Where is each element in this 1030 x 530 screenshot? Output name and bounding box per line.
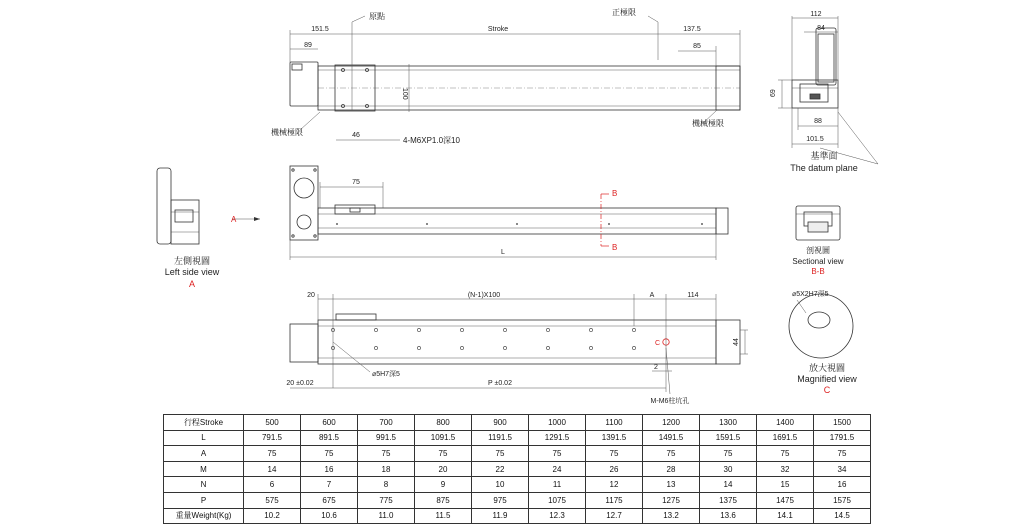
spec-cell: 10: [472, 477, 529, 493]
spec-cell: 891.5: [301, 430, 358, 446]
dim-137-5: 137.5: [683, 26, 701, 33]
spec-cell: 14.1: [757, 508, 814, 524]
dim-100: 100: [401, 88, 408, 100]
spec-cell: 1375: [700, 492, 757, 508]
c-marker: C: [655, 340, 661, 347]
magnified-view: [789, 294, 853, 358]
front-view-rail: [318, 208, 716, 234]
spec-cell: 10.6: [301, 508, 358, 524]
spec-cell: 12.3: [529, 508, 586, 524]
spec-cell: 11: [529, 477, 586, 493]
spec-cell: 600: [301, 415, 358, 431]
spec-cell: 7: [301, 477, 358, 493]
spec-cell: 13.2: [643, 508, 700, 524]
magnified-title-zh: 放大視圖: [808, 363, 846, 373]
spec-cell: 991.5: [358, 430, 415, 446]
spec-cell: 1400: [757, 415, 814, 431]
stroke-dim: Stroke: [487, 26, 509, 33]
spec-cell: 900: [472, 415, 529, 431]
spec-cell: 1391.5: [586, 430, 643, 446]
end-view-motor: [816, 28, 836, 85]
spec-cell: 16: [301, 461, 358, 477]
spec-cell: 重量Weight(Kg): [164, 508, 244, 524]
spec-cell: 28: [643, 461, 700, 477]
spec-cell: 10.2: [244, 508, 301, 524]
mech-limit-left: 機械極限: [271, 128, 303, 137]
spec-row: [164, 477, 871, 493]
dim-84: 84: [817, 25, 825, 32]
spec-cell: 1275: [643, 492, 700, 508]
spec-cell: 30: [700, 461, 757, 477]
spec-cell: 875: [415, 492, 472, 508]
spec-cell: 15: [757, 477, 814, 493]
spec-row: [164, 446, 871, 462]
spec-cell: 1291.5: [529, 430, 586, 446]
screw-spec: M-M6柱坑孔: [650, 398, 690, 405]
spec-cell: 791.5: [244, 430, 301, 446]
section-b-top: B: [612, 189, 618, 198]
spec-cell: 20: [415, 461, 472, 477]
magnified-title-en: Magnified view: [797, 374, 857, 384]
spec-row: [164, 461, 871, 477]
spec-cell: 11.0: [358, 508, 415, 524]
spec-cell: 75: [301, 446, 358, 462]
section-title-en: Sectional view: [792, 257, 844, 266]
spec-row: [164, 492, 871, 508]
spec-header-row: [164, 415, 871, 431]
section-title-zh: 剖視圖: [806, 246, 830, 255]
spec-cell: 75: [358, 446, 415, 462]
spec-cell: 1200: [643, 415, 700, 431]
spec-cell: 75: [814, 446, 871, 462]
spec-cell: 34: [814, 461, 871, 477]
spec-cell: 575: [244, 492, 301, 508]
spec-cell: 775: [358, 492, 415, 508]
magnified-title-letter: C: [823, 385, 831, 395]
spec-cell: 500: [244, 415, 301, 431]
spec-cell: 75: [700, 446, 757, 462]
dim-89: 89: [304, 42, 312, 49]
end-view: [778, 16, 878, 164]
spec-cell: 1000: [529, 415, 586, 431]
spec-cell: 11.9: [472, 508, 529, 524]
spec-cell: 12: [586, 477, 643, 493]
dim-20: 20: [307, 292, 315, 299]
top-view: [290, 16, 740, 140]
spec-cell: 1091.5: [415, 430, 472, 446]
spec-table: [163, 414, 871, 524]
spec-cell: P: [164, 492, 244, 508]
spec-cell: 975: [472, 492, 529, 508]
dim-112: 112: [810, 11, 822, 18]
spec-cell: 1591.5: [700, 430, 757, 446]
spec-cell: 1100: [586, 415, 643, 431]
dim-69: 69: [770, 89, 777, 97]
spec-cell: 1575: [814, 492, 871, 508]
spec-cell: 11.5: [415, 508, 472, 524]
spec-cell: 1691.5: [757, 430, 814, 446]
spec-cell: 14.5: [814, 508, 871, 524]
spec-cell: 800: [415, 415, 472, 431]
spec-cell: 8: [358, 477, 415, 493]
datum-zh: 基準面: [810, 151, 838, 161]
origin-label: 原點: [369, 12, 385, 21]
dim-20-tol: 20 ±0.02: [286, 380, 314, 387]
spec-cell: 32: [757, 461, 814, 477]
spec-cell: 1500: [814, 415, 871, 431]
spec-cell: A: [164, 446, 244, 462]
sectional-view: [796, 206, 840, 240]
dim-88: 88: [814, 118, 822, 125]
hole-5h7: ⌀5H7深5: [372, 371, 400, 378]
bottom-view: [290, 294, 748, 394]
dim-85: 85: [693, 43, 701, 50]
top-view-motor: [290, 62, 318, 106]
spec-cell: 22: [472, 461, 529, 477]
spec-row: [164, 508, 871, 524]
spec-cell: N: [164, 477, 244, 493]
mech-limit-right: 機械極限: [692, 119, 724, 128]
left-side-title-en: Left side view: [164, 267, 220, 277]
dim-101-5: 101.5: [806, 136, 824, 143]
spec-row: [164, 430, 871, 446]
left-side-title-letter: A: [188, 279, 196, 289]
spec-cell: 75: [472, 446, 529, 462]
bottom-view-motor: [290, 324, 318, 362]
spec-cell: 75: [643, 446, 700, 462]
spec-cell: 75: [244, 446, 301, 462]
spec-cell: 1491.5: [643, 430, 700, 446]
spec-cell: 24: [529, 461, 586, 477]
pitch-dim: (N-1)X100: [467, 292, 501, 299]
spec-cell: 14: [244, 461, 301, 477]
positive-limit-label: 正極限: [612, 8, 636, 17]
left-side-title-zh: 左側視圖: [173, 256, 211, 266]
dim-2: 2: [654, 364, 658, 371]
left-side-view: [157, 168, 260, 244]
slot-spec: ⌀5X2H7深5: [792, 291, 829, 298]
spec-cell: 18: [358, 461, 415, 477]
left-side-motor: [157, 168, 171, 244]
spec-cell: 26: [586, 461, 643, 477]
spec-cell: 行程Stroke: [164, 415, 244, 431]
section-title-letter: B-B: [811, 267, 825, 276]
arrow-a-label: A: [231, 215, 237, 224]
section-b-bottom: B: [612, 243, 618, 252]
spec-cell: 1300: [700, 415, 757, 431]
spec-cell: 75: [757, 446, 814, 462]
spec-cell: 700: [358, 415, 415, 431]
spec-cell: 16: [814, 477, 871, 493]
dim-a: A: [649, 292, 655, 299]
datum-en: The datum plane: [790, 163, 858, 173]
dim-44: 44: [733, 338, 740, 346]
spec-cell: 13: [643, 477, 700, 493]
spec-cell: 13.6: [700, 508, 757, 524]
hole-spec: 4-M6XP1.0深10: [403, 136, 460, 145]
spec-cell: 9: [415, 477, 472, 493]
spec-cell: 1191.5: [472, 430, 529, 446]
spec-cell: 14: [700, 477, 757, 493]
spec-cell: 12.7: [586, 508, 643, 524]
dim-114: 114: [687, 292, 699, 299]
spec-cell: 1075: [529, 492, 586, 508]
spec-cell: 675: [301, 492, 358, 508]
spec-cell: 1475: [757, 492, 814, 508]
spec-cell: 75: [586, 446, 643, 462]
dim-75-front: 75: [352, 179, 360, 186]
spec-cell: L: [164, 430, 244, 446]
dim-151-5: 151.5: [311, 26, 329, 33]
dim-l: L: [501, 249, 505, 256]
spec-cell: M: [164, 461, 244, 477]
spec-cell: 1175: [586, 492, 643, 508]
dim-p-tol: P ±0.02: [488, 380, 512, 387]
spec-cell: 75: [529, 446, 586, 462]
spec-cell: 1791.5: [814, 430, 871, 446]
spec-cell: 75: [415, 446, 472, 462]
dim-46: 46: [352, 132, 360, 139]
spec-cell: 6: [244, 477, 301, 493]
